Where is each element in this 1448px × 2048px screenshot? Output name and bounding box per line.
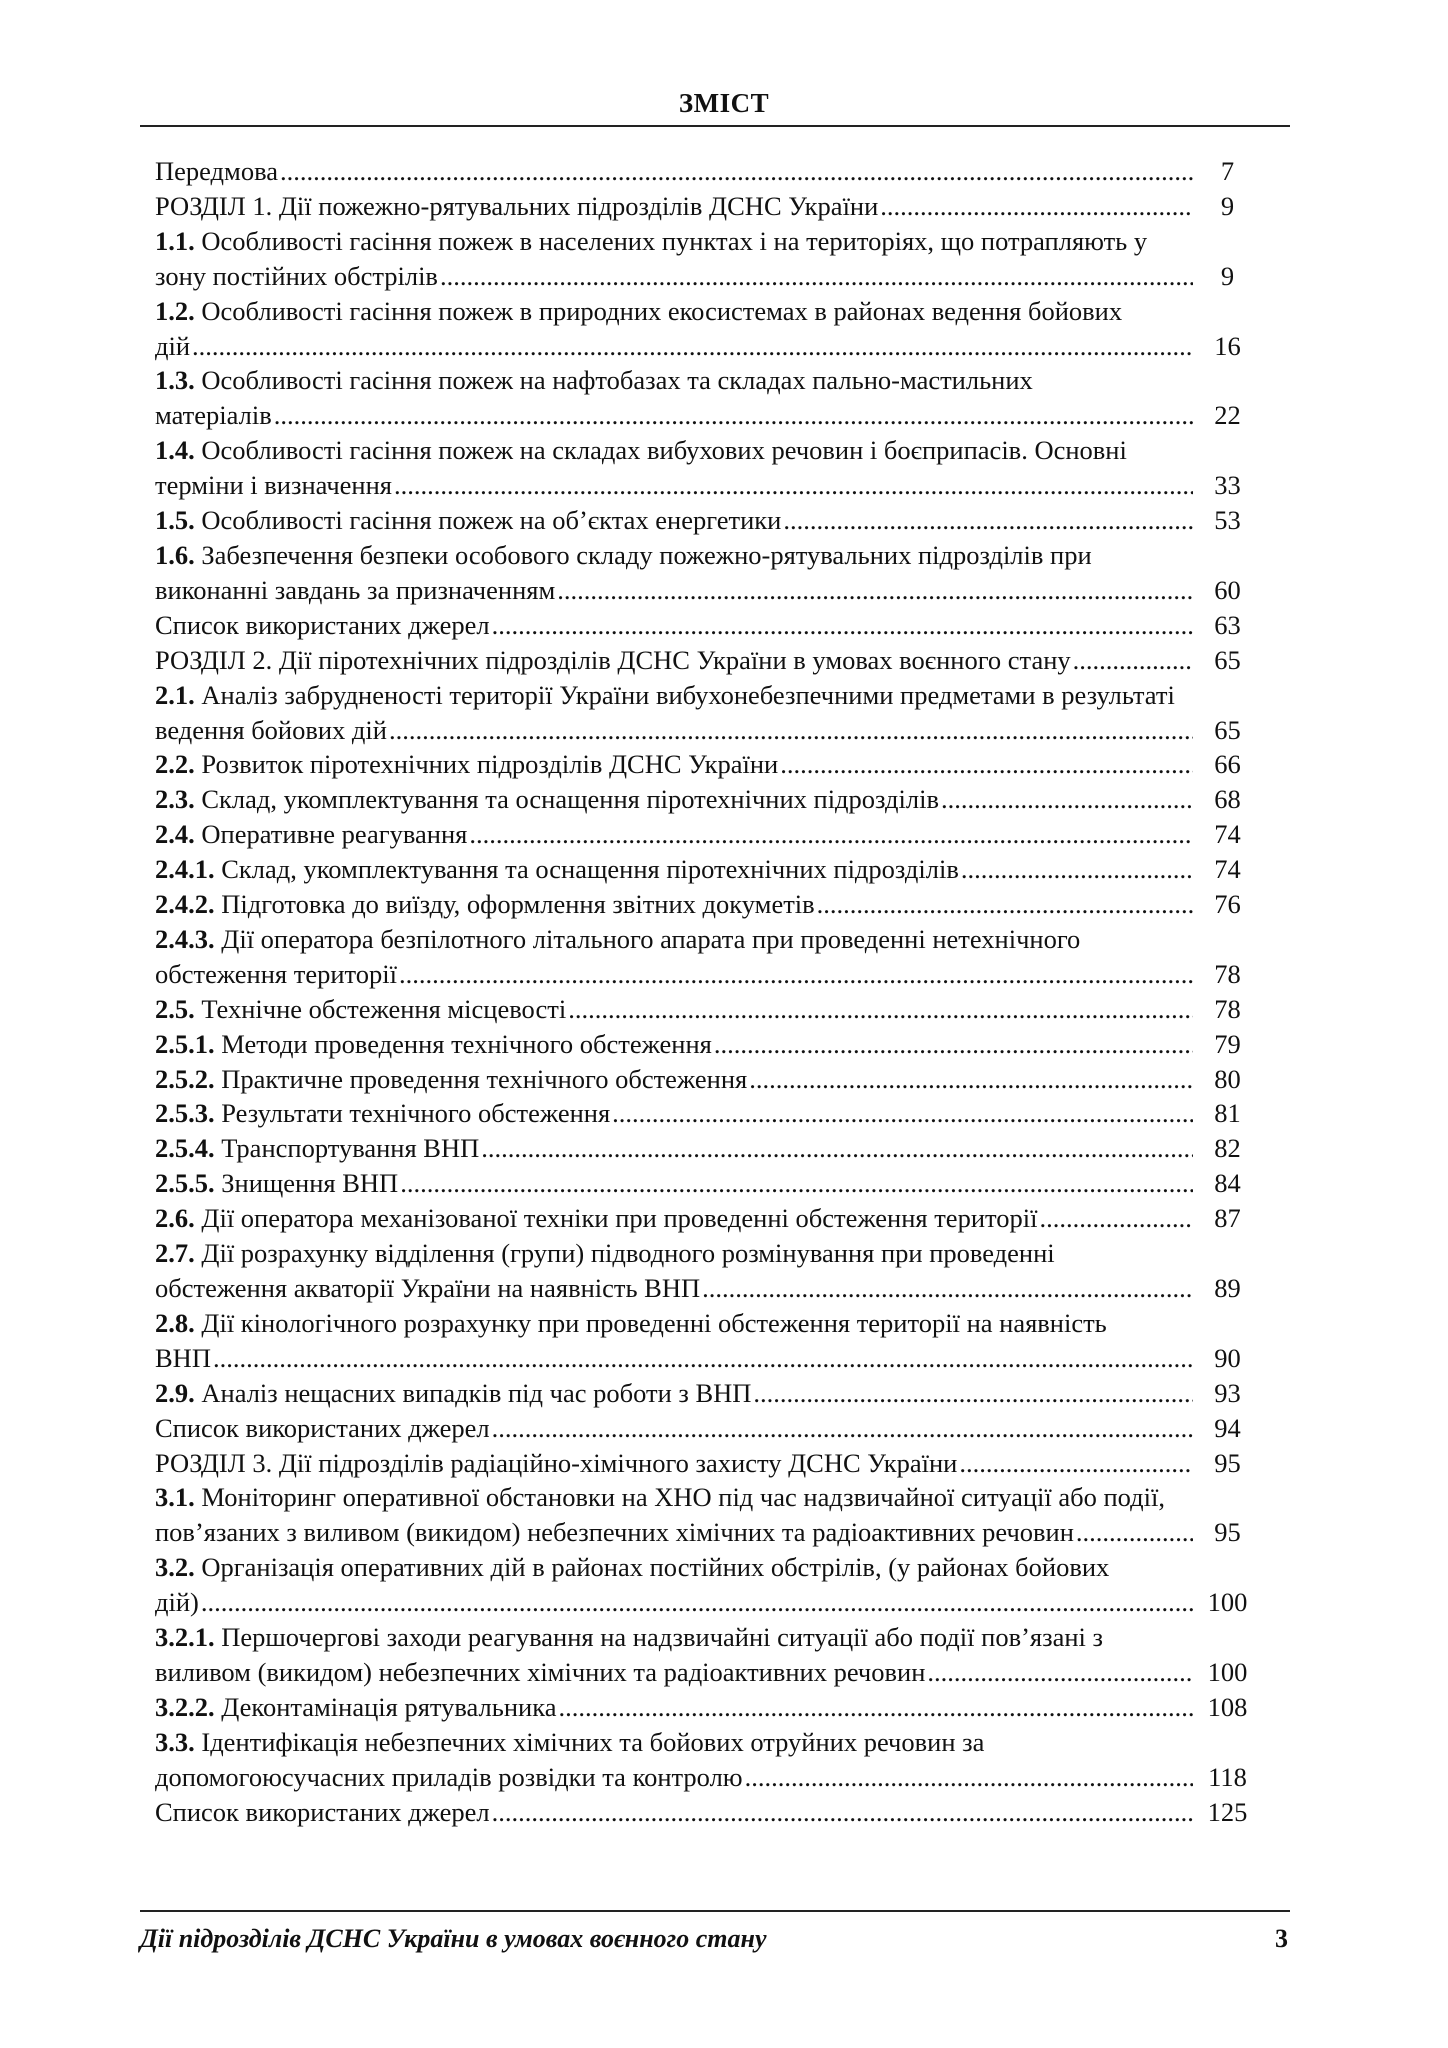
footer-title: Дії підрозділів ДСНС України в умовах воєнного стану xyxy=(140,1924,767,1953)
toc-entry-number: 3.1. xyxy=(155,1482,195,1513)
toc-entry[interactable] xyxy=(155,1411,1260,1446)
toc-entry-page: 90 xyxy=(1214,1342,1241,1373)
leader-dots xyxy=(492,1411,1193,1446)
toc-entry[interactable] xyxy=(155,1062,1260,1097)
toc-entry-page: 89 xyxy=(1214,1273,1241,1303)
toc-entry-page: 80 xyxy=(1214,1063,1241,1094)
leader-dots xyxy=(558,1690,1193,1725)
leader-dots xyxy=(274,398,1193,433)
toc-entry[interactable] xyxy=(155,1446,1260,1481)
toc-entry-text: 1.4. Особливості гасіння пожеж на складах вибухових речовин і боєприпасів. Основні терміни і визначення ..... xyxy=(155,433,1195,503)
toc-entry-number: 3.2. xyxy=(155,1552,195,1583)
leader-dots xyxy=(780,747,1193,782)
toc-entry[interactable] xyxy=(155,1096,1260,1131)
toc-entry[interactable] xyxy=(155,538,1260,608)
toc-entry-page: 65 xyxy=(1214,644,1241,675)
toc-entry[interactable] xyxy=(155,1027,1260,1062)
toc-entry-text: Список використаних джерел ..... xyxy=(155,608,1195,643)
toc-entry-number: 3.3. xyxy=(155,1726,195,1757)
toc-entry-page: 87 xyxy=(1214,1203,1241,1234)
toc-entry[interactable] xyxy=(155,1690,1260,1725)
toc-entry-text: 2.4.2. Підготовка до виїзду, оформлення звітних докуметів ..... xyxy=(155,887,1195,922)
toc-entry-text: 2.5.1. Методи проведення технічного обстеження ..... xyxy=(155,1027,1195,1062)
leader-dots xyxy=(469,817,1193,852)
footer-page-number: 3 xyxy=(1275,1924,1288,1953)
toc-entry[interactable] xyxy=(155,189,1260,224)
toc-entry-page: 100 xyxy=(1207,1656,1248,1687)
toc-entry[interactable] xyxy=(155,363,1260,433)
toc-entry-text: 2.3. Склад, укомплектування та оснащення піротехнічних підрозділів ..... xyxy=(155,782,1195,817)
toc-entry-page: 84 xyxy=(1214,1168,1241,1199)
toc-entry-text: Список використаних джерел ..... xyxy=(155,1795,1195,1830)
toc-entry-number: 2.2. xyxy=(155,749,195,780)
leader-dots xyxy=(714,1027,1193,1062)
toc-entry[interactable] xyxy=(155,1131,1260,1166)
toc-entry[interactable] xyxy=(155,154,1260,189)
toc-entry-number: 2.4.2. xyxy=(155,889,215,920)
toc-entry-page: 95 xyxy=(1214,1517,1241,1548)
toc-entry-page: 81 xyxy=(1214,1098,1241,1129)
toc-entry-page: 78 xyxy=(1214,993,1241,1024)
toc-entry-number: 1.1. xyxy=(155,225,195,256)
toc-entry[interactable] xyxy=(155,503,1260,538)
toc-entry-number: 2.4. xyxy=(155,819,195,850)
toc-entry-page: 16 xyxy=(1214,330,1241,361)
leader-dots xyxy=(612,1096,1193,1131)
toc-entry-number: 1.2. xyxy=(155,295,195,326)
toc-entry[interactable] xyxy=(155,1725,1260,1795)
toc-entry-text: 3.3. Ідентифікація небезпечних хімічних та бойових отруйних речовин за допомогоюсучасних приладів розвідки та контролю ..... xyxy=(155,1725,1195,1795)
toc-entry-page: 100 xyxy=(1207,1587,1248,1618)
toc-entry-number: 2.8. xyxy=(155,1307,195,1338)
toc-entry-page: 53 xyxy=(1214,505,1241,536)
toc-entry-page: 94 xyxy=(1214,1412,1241,1443)
toc-entry-text: 2.5.4. Транспортування ВНП ..... xyxy=(155,1131,1195,1166)
toc-entry-page: 76 xyxy=(1214,889,1241,920)
toc-entry-text: 1.6. Забезпечення безпеки особового складу пожежно-рятувальних підрозділів при виконанні завдань за призначенням ..... xyxy=(155,538,1195,608)
toc-entry-text: 1.5. Особливості гасіння пожеж на об’єктах енергетики ..... xyxy=(155,503,1195,538)
toc-entry-page: 9 xyxy=(1220,190,1235,221)
toc-entry-page: 66 xyxy=(1214,749,1241,780)
leader-dots xyxy=(1076,1515,1193,1550)
toc-entry-number: 2.1. xyxy=(155,679,195,710)
toc-entry[interactable] xyxy=(155,608,1260,643)
toc-entry-text: 2.7. Дії розрахунку відділення (групи) підводного розмінування при проведенні обстеження акваторії України на наявність ВНП ..... xyxy=(155,1236,1195,1306)
toc-entry-page: 7 xyxy=(1220,156,1235,186)
leader-dots xyxy=(557,573,1193,608)
toc-entry-page: 118 xyxy=(1208,1761,1247,1792)
toc-entry-page: 93 xyxy=(1214,1377,1241,1408)
toc-entry[interactable] xyxy=(155,922,1260,992)
toc-entry-text: 2.8. Дії кінологічного розрахунку при проведенні обстеження території на наявність ВНП ..... xyxy=(155,1306,1195,1376)
toc-entry-text: 3.1. Моніторинг оперативної обстановки на ХНО під час надзвичайної ситуації або події, пов’язаних з виливом (викидом) небезпечних хімічних та радіоактивних речовин ..... xyxy=(155,1480,1195,1550)
leader-dots xyxy=(399,957,1193,992)
toc-entry[interactable] xyxy=(155,1795,1260,1830)
toc-entry-text: РОЗДІЛ 1. Дії пожежно-рятувальних підрозділів ДСНС України ..... xyxy=(155,189,1195,224)
leader-dots xyxy=(280,154,1193,189)
toc-entry-page: 125 xyxy=(1207,1796,1248,1827)
toc-entry-text: РОЗДІЛ 3. Дії підрозділів радіаційно-хімічного захисту ДСНС України ..... xyxy=(155,1446,1195,1481)
toc-entry[interactable] xyxy=(155,1166,1260,1201)
toc-entry-text: 2.2. Розвиток піротехнічних підрозділів ДСНС України ..... xyxy=(155,747,1195,782)
toc-entry-number: 2.5.2. xyxy=(155,1063,215,1094)
toc-entry-number: 1.6. xyxy=(155,539,195,570)
toc-entry-number: 3.2.2. xyxy=(155,1691,215,1722)
toc-entry-text: 3.2.1. Першочергові заходи реагування на надзвичайні ситуації або події пов’язані з виливом (викидом) небезпечних хімічних та радіоактивних речовин ..... xyxy=(155,1620,1195,1690)
toc-entry-page: 9 xyxy=(1220,260,1235,291)
toc-entry-page: 95 xyxy=(1214,1447,1241,1478)
toc-entry-text: 2.5. Технічне обстеження місцевості ..... xyxy=(155,992,1195,1027)
toc-entry-number: 1.5. xyxy=(155,505,195,536)
toc-entry[interactable] xyxy=(155,1550,1260,1620)
toc-entry-page: 82 xyxy=(1214,1133,1241,1164)
toc-entry-number: 2.5.3. xyxy=(155,1098,215,1129)
toc-entry[interactable] xyxy=(155,852,1260,887)
leader-dots xyxy=(753,1376,1193,1411)
toc-entry[interactable] xyxy=(155,678,1260,748)
leader-dots xyxy=(927,1655,1193,1690)
toc-entry-text: 1.2. Особливості гасіння пожеж в природних екосистемах в районах ведення бойових дій ..... xyxy=(155,294,1195,364)
toc-entry-text: 2.5.5. Знищення ВНП ..... xyxy=(155,1166,1195,1201)
toc-entry[interactable] xyxy=(155,992,1260,1027)
toc-entry-number: 3.2.1. xyxy=(155,1622,215,1653)
toc-entry-number: 2.5. xyxy=(155,993,195,1024)
toc-entry[interactable] xyxy=(155,224,1260,294)
toc-entry[interactable] xyxy=(155,1480,1260,1550)
leader-dots xyxy=(481,1131,1193,1166)
page-title: ЗМІСТ xyxy=(678,88,770,118)
toc-entry-number: 2.6. xyxy=(155,1203,195,1234)
toc-entry-number: 1.3. xyxy=(155,365,195,396)
toc-entry[interactable] xyxy=(155,747,1260,782)
toc-entry-text: 2.4. Оперативне реагування ..... xyxy=(155,817,1195,852)
leader-dots xyxy=(880,189,1193,224)
toc-entry-number: 2.4.1. xyxy=(155,854,215,885)
toc-entry-text: 2.1. Аналіз забрудненості території України вибухонебезпечними предметами в результаті ведення бойових дій ..... xyxy=(155,678,1195,748)
leader-dots xyxy=(389,713,1193,748)
leader-dots xyxy=(745,1760,1193,1795)
leader-dots xyxy=(783,503,1193,538)
header-rule xyxy=(140,125,1290,127)
toc-entry-text: РОЗДІЛ 2. Дії піротехнічних підрозділів ДСНС України в умовах воєнного стану ..... xyxy=(155,643,1195,678)
leader-dots xyxy=(440,259,1193,294)
toc-entry-page: 60 xyxy=(1214,574,1241,605)
toc-entry[interactable] xyxy=(155,1306,1260,1376)
toc-entry-text: 1.3. Особливості гасіння пожеж на нафтобазах та складах пально-мастильних матеріалів ..... xyxy=(155,363,1195,433)
toc-entry-page: 33 xyxy=(1214,470,1241,501)
leader-dots xyxy=(1039,1201,1193,1236)
toc-entry[interactable] xyxy=(155,643,1260,678)
leader-dots xyxy=(192,329,1193,364)
leader-dots xyxy=(492,608,1193,643)
footer-rule xyxy=(140,1910,1290,1912)
leader-dots xyxy=(1073,643,1193,678)
toc-entry-text: 2.9. Аналіз нещасних випадків під час роботи з ВНП ..... xyxy=(155,1376,1195,1411)
toc-entry-text: 3.2. Організація оперативних дій в районах постійних обстрілів, (у районах бойових дій) ..... xyxy=(155,1550,1195,1620)
toc-entry-text: Передмова ..... xyxy=(155,154,1195,189)
toc-entry-page: 63 xyxy=(1214,609,1241,640)
toc-entry-number: 2.4.3. xyxy=(155,923,215,954)
toc-entry-page: 74 xyxy=(1214,819,1241,850)
leader-dots xyxy=(749,1062,1193,1097)
toc-entry-page: 65 xyxy=(1214,714,1241,745)
toc-entry-text: 2.5.3. Результати технічного обстеження ..... xyxy=(155,1096,1195,1131)
toc-entry-number: 1.4. xyxy=(155,435,195,466)
leader-dots xyxy=(817,887,1193,922)
toc-entry[interactable] xyxy=(155,782,1260,817)
toc-entry-text: 1.1. Особливості гасіння пожеж в населених пунктах і на територіях, що потрапляють у зону постійних обстрілів ..... xyxy=(155,224,1195,294)
toc-entry-page: 79 xyxy=(1214,1028,1241,1059)
toc-entry-text: 2.4.3. Дії оператора безпілотного літального апарата при проведенні нетехнічного обстеження території ..... xyxy=(155,922,1195,992)
toc-entry-text: 2.6. Дії оператора механізованої техніки при проведенні обстеження території ..... xyxy=(155,1201,1195,1236)
leader-dots xyxy=(702,1271,1193,1306)
toc-entry[interactable] xyxy=(155,887,1260,922)
leader-dots xyxy=(201,1585,1193,1620)
toc-entry-text: 2.5.2. Практичне проведення технічного обстеження ..... xyxy=(155,1062,1195,1097)
toc-entry-number: 2.5.5. xyxy=(155,1168,215,1199)
toc-entry-number: 2.7. xyxy=(155,1238,195,1269)
table-of-contents xyxy=(155,154,1260,1830)
toc-entry-page: 22 xyxy=(1214,400,1241,431)
leader-dots xyxy=(568,992,1193,1027)
leader-dots xyxy=(213,1341,1193,1376)
toc-entry[interactable] xyxy=(155,294,1260,364)
leader-dots xyxy=(959,1446,1193,1481)
toc-entry-text: 3.2.2. Деконтамінація рятувальника ..... xyxy=(155,1690,1195,1725)
toc-entry[interactable] xyxy=(155,1201,1260,1236)
toc-entry-page: 108 xyxy=(1207,1691,1248,1722)
toc-entry-page: 74 xyxy=(1214,854,1241,885)
leader-dots xyxy=(492,1795,1193,1830)
leader-dots xyxy=(394,468,1193,503)
toc-entry-page: 78 xyxy=(1214,958,1241,989)
leader-dots xyxy=(961,852,1193,887)
toc-entry-text: Список використаних джерел ..... xyxy=(155,1411,1195,1446)
toc-entry-number: 2.9. xyxy=(155,1377,195,1408)
leader-dots xyxy=(941,782,1193,817)
toc-entry-number: 2.5.4. xyxy=(155,1133,215,1164)
toc-entry[interactable] xyxy=(155,1620,1260,1690)
leader-dots xyxy=(400,1166,1193,1201)
toc-entry[interactable] xyxy=(155,1376,1260,1411)
toc-entry-number: 2.5.1. xyxy=(155,1028,215,1059)
toc-entry[interactable] xyxy=(155,1236,1260,1306)
toc-entry[interactable] xyxy=(155,433,1260,503)
toc-entry-page: 68 xyxy=(1214,784,1241,815)
toc-entry-number: 2.3. xyxy=(155,784,195,815)
toc-entry-text: 2.4.1. Склад, укомплектування та оснащення піротехнічних підрозділів ..... xyxy=(155,852,1195,887)
toc-entry[interactable] xyxy=(155,817,1260,852)
